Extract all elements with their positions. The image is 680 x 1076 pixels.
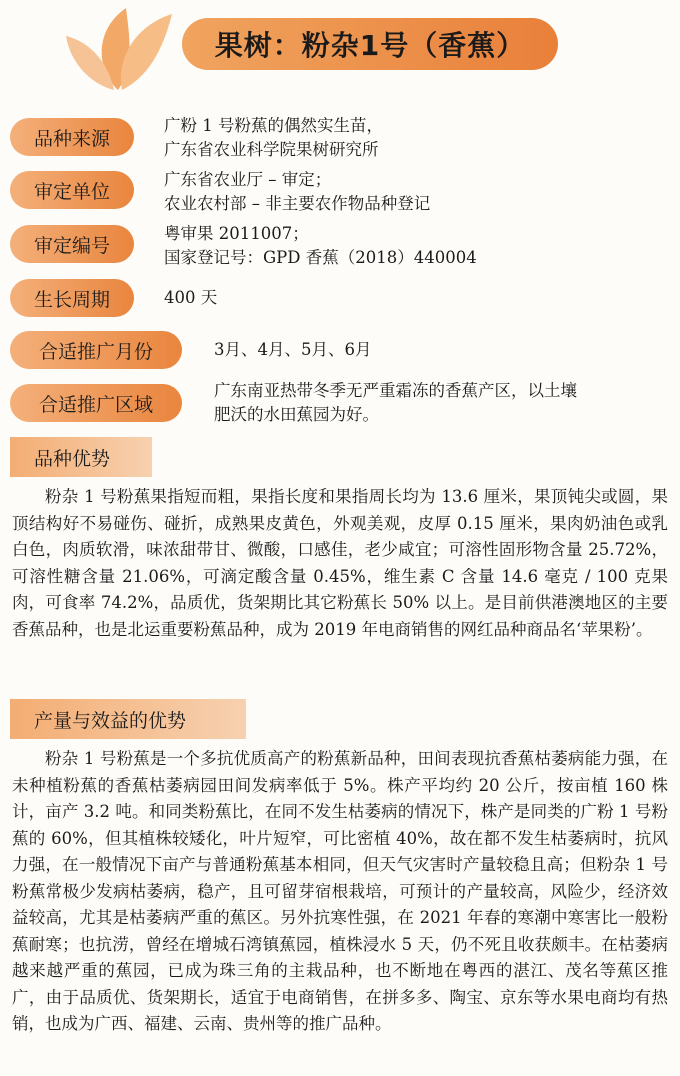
value-promotion-region xyxy=(214,379,670,427)
value-approval-number xyxy=(164,222,477,270)
section-body-yield-benefit: 粉杂 1 号粉蕉是一个多抗优质高产的粉蕉新品种，田间表现抗香蕉枯萎病能力强，在未种植粉蕉的香蕉枯萎病园田间发病率低于 5%。株产平均约 20 公斤，按亩植 160 株计，亩产 3.2 吨。和同类粉蕉比，在同不发生枯萎病的情况下，株产是同类的广粉 1 号粉蕉的 60%，但其植株较矮化，叶片短窄，可比密植 40%，故在都不发生枯萎病时，抗风力强，在一般情况下亩产与普通粉蕉基本相同，但天气灾害时产量较稳且高；但粉杂 1 号粉蕉常极少发病枯萎病，稳产，且可留芽宿根栽培，可预计的产量较高，风险少，经济效益较高，尤其是枯萎病严重的蕉区。另外抗寒性强，在 2021 年春的寒潮中寒害比一般粉蕉耐寒；也抗涝，曾经在增城石湾镇蕉园，植株浸水 5 天，仍不死且收获颇丰。在枯萎病越来越严重的蕉园，已成为珠三角的主栽品种，也不断地在粤西的湛江、茂名等蕉区推广，由于品质优、货架期长，适宜于电商销售，在拼多多、陶宝、京东等水果电商均有热销，也成为广西、福建、云南、贵州等的推广品种。 xyxy=(12,749,668,1033)
section-heading-variety-advantage: 品种优势 xyxy=(10,437,152,477)
header xyxy=(0,0,680,92)
value-growth-cycle xyxy=(164,286,217,310)
text-line: 广东省农业科学院果树研究所 xyxy=(164,140,379,159)
section-heading-yield-benefit: 产量与效益的优势 xyxy=(10,699,246,739)
text-line: 肥沃的水田蕉园为好。 xyxy=(214,405,379,424)
value-approval-unit xyxy=(164,168,430,216)
label-promotion-region: 合适推广区域 xyxy=(10,384,182,422)
label-promotion-months: 合适推广月份 xyxy=(10,331,182,369)
text-line: 广东省农业厅 – 审定； xyxy=(164,170,332,189)
text-line: 粤审果 2011007； xyxy=(164,224,309,243)
label-variety-source: 品种来源 xyxy=(10,118,134,156)
label-growth-cycle: 生长周期 xyxy=(10,279,134,317)
text-line: 农业农村部 – 非主要农作物品种登记 xyxy=(164,194,431,213)
text-line: 国家登记号：GPD 香蕉（2018）440004 xyxy=(164,248,477,267)
section-body-variety-advantage: 粉杂 1 号粉蕉果指短而粗，果指长度和果指周长均为 13.6 厘米，果顶钝尖或圆，果顶结构好不易碰伤、碰折，成熟果皮黄色，外观美观，皮厚 0.15 厘米，果肉奶油色或乳白色，肉质软滑，味浓甜带甘、微酸，口感佳，老少咸宜；可溶性固形物含量 25.72%，可溶性糖含量 21.06%，可滴定酸含量 0.45%，维生素 C 含量 14.6 毫克 / 100 克果肉，可食率 74.2%，品质优，货架期比其它粉蕉长 50% 以上。是目前供港澳地区的主要香蕉品种，也是北运重要粉蕉品种，成为 2019 年电商销售的网红品种商品名‘苹果粉’。 xyxy=(12,487,668,639)
value-variety-source xyxy=(164,114,383,162)
value-promotion-months xyxy=(214,338,372,362)
text-line: 400 天 xyxy=(164,288,218,307)
text-line: 广粉 1 号粉蕉的偶然实生苗， xyxy=(164,116,383,135)
text-line: 广东南亚热带冬季无严重霜冻的香蕉产区，以土壤 xyxy=(214,381,577,400)
label-approval-number: 审定编号 xyxy=(10,225,134,263)
label-approval-unit: 审定单位 xyxy=(10,171,134,209)
text-line: 3月、4月、5月、6月 xyxy=(214,340,372,359)
page-title: 果树：粉杂1号（香蕉） xyxy=(182,18,558,70)
